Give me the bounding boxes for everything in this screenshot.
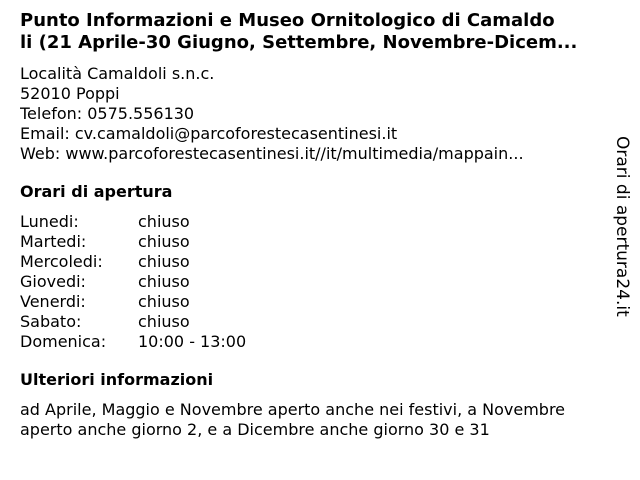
hours-row (20, 272, 610, 292)
hours-row (20, 212, 610, 232)
side-brand-watermark: Orari di apertura24.it (612, 136, 632, 317)
day-label: Venerdi: (20, 292, 86, 311)
day-label: Mercoledi: (20, 252, 103, 271)
hours-row (20, 292, 610, 312)
hours-row (20, 252, 610, 272)
page-title (20, 10, 610, 54)
hours-table (20, 212, 610, 352)
day-label: Martedi: (20, 232, 87, 251)
website: Web: www.parcoforestecasentinesi.it//it/multimedia/mappain... (20, 144, 524, 163)
hours-row (20, 232, 610, 252)
page-title-line-2: li (21 Aprile-30 Giugno, Settembre, Novembre-Dicem... (20, 32, 578, 53)
email: Email: cv.camaldoli@parcoforestecasentinesi.it (20, 124, 398, 143)
page-title-line-1: Punto Informazioni e Museo Ornitologico di Camaldo (20, 10, 555, 31)
hours-row (20, 332, 610, 352)
day-hours: chiuso (138, 212, 190, 231)
info-card (20, 10, 610, 440)
day-hours: chiuso (138, 252, 190, 271)
day-hours: 10:00 - 13:00 (138, 332, 247, 351)
address: Località Camaldoli s.n.c. (20, 64, 215, 83)
day-label: Giovedi: (20, 272, 86, 291)
day-label: Domenica: (20, 332, 107, 351)
hours-row (20, 312, 610, 332)
notes-text: ad Aprile, Maggio e Novembre aperto anche nei festivi, a Novembre aperto anche giorno 2, e a Dicembre anche giorno 30 e 31 (20, 400, 566, 439)
day-hours: chiuso (138, 272, 190, 291)
notes-heading: Ulteriori informazioni (20, 370, 214, 389)
day-hours: chiuso (138, 292, 190, 311)
day-label: Lunedi: (20, 212, 79, 231)
day-hours: chiuso (138, 312, 190, 331)
hours-heading: Orari di apertura (20, 182, 173, 201)
day-hours: chiuso (138, 232, 190, 251)
phone: Telefon: 0575.556130 (20, 104, 195, 123)
day-label: Sabato: (20, 312, 82, 331)
contact-block (20, 64, 610, 164)
city: 52010 Poppi (20, 84, 120, 103)
